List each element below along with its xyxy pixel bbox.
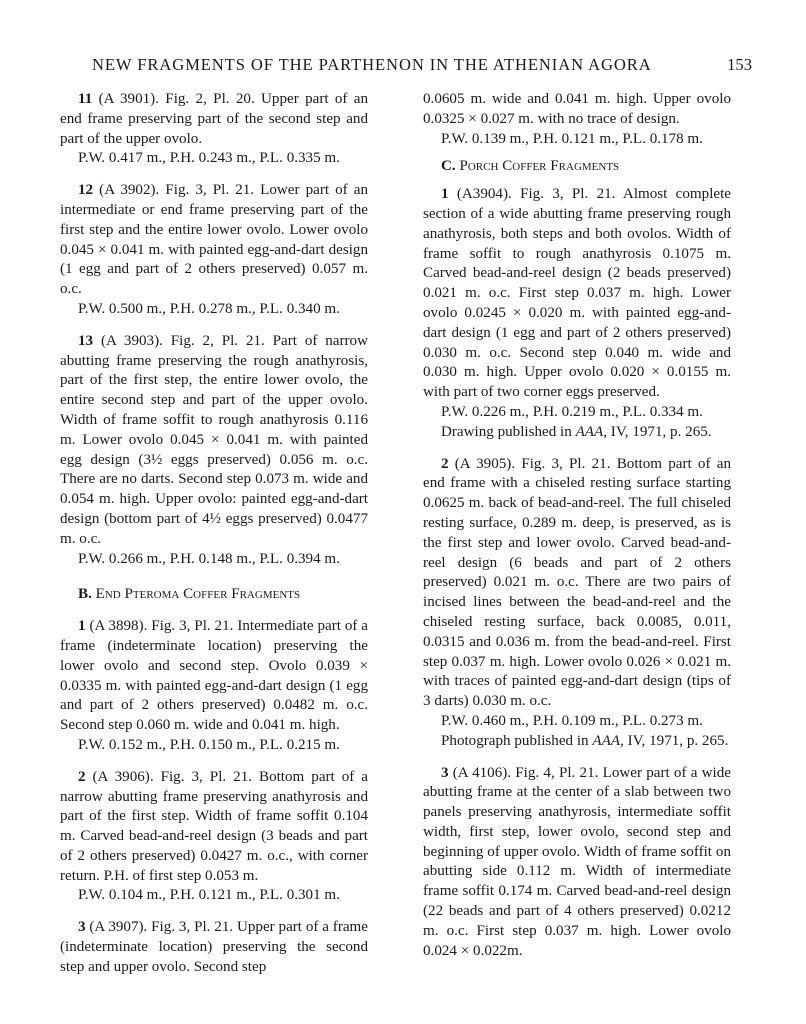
catalog-entry-c3: [423, 764, 731, 962]
entry-text-continued: 0.0605 m. wide and 0.041 m. high. Upper ovolo 0.0325 × 0.027 m. with no trace of design.: [423, 91, 731, 127]
journal-title: AAA: [575, 423, 604, 440]
right-column: [423, 90, 731, 961]
entry-measurements: P.W. 0.500 m., P.H. 0.278 m., P.L. 0.340 m.: [78, 300, 340, 317]
entry-number: 2: [441, 455, 449, 472]
page-number: 153: [727, 55, 752, 74]
entry-text: (A 3905). Fig. 3, Pl. 21. Bottom part of an end frame with a chiseled resting surface starting 0.0625 m. back of bead-and-reel. The full chiseled resting surface, 0.289 m. deep, is preserved, as is the first step and lower ovolo. Carved bead-and-reel design (6 beads and part of 2 others preserved) 0.021 m. o.c. There are two pairs of incised lines between the bead-and-reel and the chiseled resting surface, back 0.0085, 0.011, 0.0315 and 0.036 m. from the bead-and-reel. First step 0.037 m. high. Lower ovolo 0.026 × 0.021 m. with traces of painted egg-and-dart design (tips of 3 darts) 0.030 m. o.c.: [423, 455, 731, 710]
entry-number: 13: [78, 332, 94, 349]
entry-description: [60, 768, 368, 887]
entry-text: (A 3903). Fig. 2, Pl. 21. Part of narrow abutting frame preserving the rough anathyrosis, part of the first step, the entire lower ovolo, the entire second step and part of the upper ovolo. Width of frame soffit to rough anathyrosis 0.116 m. Lower ovolo 0.045 × 0.041 m. with painted egg design (3½ eggs preserved) 0.056 m. o.c. There are no darts. Second step 0.073 m. wide and 0.054 m. high. Upper ovolo: painted egg-and-dart design (bottom part of 4½ eggs preserved) 0.0477 m. o.c.: [60, 332, 368, 547]
section-heading-b: [60, 585, 368, 605]
catalog-entry-b1: [60, 617, 368, 756]
entry-description: [423, 455, 731, 712]
entry-description: [60, 181, 368, 300]
entry-number: 11: [78, 91, 93, 107]
entry-measurements: P.W. 0.460 m., P.H. 0.109 m., P.L. 0.273 m.: [441, 712, 703, 729]
section-letter: B.: [78, 586, 92, 603]
running-title: NEW FRAGMENTS OF THE PARTHENON IN THE ATHENIAN AGORA: [92, 55, 652, 74]
catalog-entry-12: [60, 181, 368, 320]
entry-text: (A 3902). Fig. 3, Pl. 21. Lower part of an intermediate or end frame preserving part of the first step and the entire lower ovolo. Lower ovolo 0.045 × 0.041 m. with painted egg-and-dart design (1 egg and part of 2 others preserved) 0.057 m. o.c.: [60, 182, 368, 298]
catalog-entry-b3: [60, 918, 368, 977]
section-title: End Pteroma Coffer Fragments: [95, 586, 301, 603]
entry-number: 1: [441, 186, 449, 203]
entry-text: (A 3907). Fig. 3, Pl. 21. Upper part of a frame (indeterminate location) preserving the second step and upper ovolo. Second step: [60, 919, 368, 975]
left-column: [60, 90, 368, 978]
entry-measurements: P.W. 0.266 m., P.H. 0.148 m., P.L. 0.394 m.: [78, 550, 340, 567]
publication-citation: , IV, 1971, p. 265.: [620, 732, 729, 749]
entry-description: [60, 918, 368, 977]
entry-measurements: P.W. 0.152 m., P.H. 0.150 m., P.L. 0.215 m.: [78, 736, 340, 753]
publication-citation: , IV, 1971, p. 265.: [603, 423, 712, 440]
entry-text: (A 4106). Fig. 4, Pl. 21. Lower part of a wide abutting frame at the center of a slab between two panels preserving anathyrosis, intermediate soffit width, first step, lower ovolo, second step and beginning of upper ovolo. Width of frame soffit on abutting side 0.112 m. Width of intermediate frame soffit 0.174 m. Carved bead-and-reel design (22 beads and part of 4 others preserved) 0.0212 m. o.c. First step 0.037 m. high. Lower ovolo 0.024 × 0.022m.: [423, 764, 731, 959]
catalog-entry-b3-continued: [423, 90, 731, 149]
entry-text: (A 3901). Fig. 2, Pl. 20. Upper part of an end frame preserving part of the second step and part of the upper ovolo.: [60, 91, 368, 147]
entry-measurements: P.W. 0.417 m., P.H. 0.243 m., P.L. 0.335 m.: [78, 150, 340, 167]
publication-note: [423, 732, 731, 752]
entry-number: 12: [78, 182, 94, 199]
journal-title: AAA: [592, 732, 621, 749]
entry-description: [423, 185, 731, 403]
entry-number: 3: [78, 919, 86, 936]
entry-text: (A 3898). Fig. 3, Pl. 21. Intermediate part of a frame (indeterminate location) preserving the lower ovolo and second step. Ovolo 0.039 × 0.0335 m. with painted egg-and-dart design (1 egg and part of 2 others preserved) 0.0482 m. o.c. Second step 0.060 m. wide and 0.041 m. high.: [60, 618, 368, 734]
publication-prefix: Drawing published in: [441, 423, 576, 440]
catalog-entry-13: [60, 332, 368, 570]
catalog-entry-b2: [60, 768, 368, 907]
publication-note: [423, 423, 731, 443]
catalog-entry-c2: [423, 455, 731, 752]
publication-prefix: Photograph published in: [441, 732, 593, 749]
entry-number: 1: [78, 618, 86, 635]
entry-number: 2: [78, 768, 86, 785]
entry-text: (A3904). Fig. 3, Pl. 21. Almost complete section of a wide abutting frame preserving rough anathyrosis, both steps and both ovolos. Width of frame soffit to rough anathyrosis 0.1075 m. Carved bead-and-reel design (2 beads preserved) 0.021 m. o.c. First step 0.037 m. high. Lower ovolo 0.0245 × 0.020 m. with painted egg-and-dart design (1 egg and part of 2 others preserved) 0.030 m. o.c. Second step 0.040 m. wide and 0.030 m. high. Upper ovolo 0.020 × 0.0155 m. with part of two corner eggs preserved.: [423, 186, 731, 401]
catalog-entry-c1: [423, 185, 731, 442]
entry-description: [60, 617, 368, 736]
entry-measurements: P.W. 0.104 m., P.H. 0.121 m., P.L. 0.301 m.: [78, 887, 340, 904]
section-letter: C.: [441, 158, 456, 175]
entry-number: 3: [441, 764, 449, 781]
entry-description: [423, 764, 731, 962]
entry-text: (A 3906). Fig. 3, Pl. 21. Bottom part of a narrow abutting frame preserving anathyrosis and part of the first step. Width of frame soffit 0.104 m. Carved bead-and-reel design (3 beads and part of 2 others preserved) 0.0427 m. o.c., with corner return. P.H. of first step 0.053 m.: [60, 768, 368, 884]
entry-description: [60, 332, 368, 550]
entry-measurements: P.W. 0.226 m., P.H. 0.219 m., P.L. 0.334 m.: [441, 403, 703, 420]
entry-measurements: P.W. 0.139 m., P.H. 0.121 m., P.L. 0.178 m.: [441, 130, 703, 147]
entry-description: [60, 90, 368, 149]
running-header: [92, 55, 752, 77]
section-title: Porch Coffer Fragments: [459, 158, 620, 175]
section-heading-c: [423, 157, 731, 177]
catalog-entry-11: [60, 90, 368, 169]
